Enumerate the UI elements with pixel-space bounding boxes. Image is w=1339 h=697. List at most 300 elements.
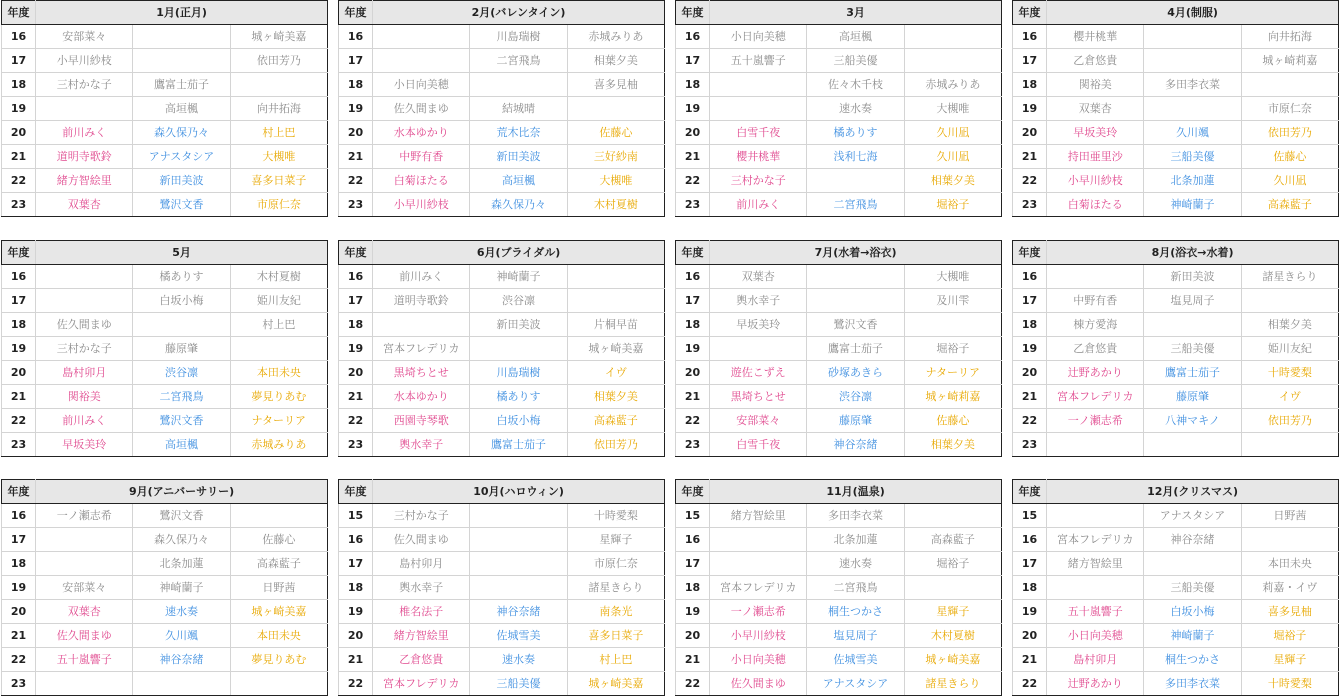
name-cell[interactable]: 堀裕子	[1241, 624, 1338, 648]
name-cell[interactable]: 鷺沢文香	[133, 504, 230, 528]
year-cell[interactable]: 23	[1013, 433, 1047, 457]
name-cell[interactable]: 川島瑞樹	[470, 361, 567, 385]
year-cell[interactable]: 21	[676, 385, 710, 409]
name-cell[interactable]: 乙倉悠貴	[1047, 49, 1144, 73]
month-title[interactable]: 1月(正月)	[36, 1, 328, 25]
year-cell[interactable]: 18	[676, 73, 710, 97]
year-header[interactable]: 年度	[676, 1, 710, 25]
name-cell[interactable]: 向井拓海	[230, 97, 327, 121]
name-cell[interactable]	[904, 504, 1001, 528]
name-cell[interactable]: 喜多日菜子	[567, 624, 664, 648]
year-cell[interactable]: 20	[339, 361, 373, 385]
year-cell[interactable]: 23	[2, 672, 36, 696]
name-cell[interactable]: 輿水幸子	[373, 433, 470, 457]
year-header[interactable]: 年度	[2, 1, 36, 25]
year-cell[interactable]: 19	[339, 600, 373, 624]
name-cell[interactable]: 道明寺歌鈴	[373, 289, 470, 313]
name-cell[interactable]: 木村夏樹	[567, 193, 664, 217]
name-cell[interactable]: 夢見りあむ	[230, 648, 327, 672]
name-cell[interactable]: 久川凪	[1241, 169, 1338, 193]
name-cell[interactable]	[36, 552, 133, 576]
year-cell[interactable]: 22	[339, 672, 373, 696]
year-cell[interactable]: 16	[1013, 25, 1047, 49]
name-cell[interactable]: 白坂小梅	[470, 409, 567, 433]
name-cell[interactable]: 一ノ瀬志希	[36, 504, 133, 528]
year-cell[interactable]: 18	[2, 73, 36, 97]
name-cell[interactable]: 三村かな子	[373, 504, 470, 528]
name-cell[interactable]	[470, 337, 567, 361]
name-cell[interactable]: 諸星きらり	[1241, 265, 1338, 289]
year-cell[interactable]: 18	[2, 552, 36, 576]
year-cell[interactable]: 22	[2, 169, 36, 193]
name-cell[interactable]: 辻野あかり	[1047, 672, 1144, 696]
name-cell[interactable]: 桐生つかさ	[807, 600, 904, 624]
year-cell[interactable]: 16	[339, 265, 373, 289]
name-cell[interactable]	[470, 73, 567, 97]
name-cell[interactable]	[1047, 433, 1144, 457]
name-cell[interactable]: 多田李衣菜	[1144, 672, 1241, 696]
name-cell[interactable]: 小日向美穂	[1047, 624, 1144, 648]
name-cell[interactable]	[36, 528, 133, 552]
year-cell[interactable]: 16	[2, 25, 36, 49]
name-cell[interactable]	[1241, 73, 1338, 97]
year-cell[interactable]: 20	[1013, 361, 1047, 385]
year-cell[interactable]: 17	[676, 552, 710, 576]
name-cell[interactable]	[133, 25, 230, 49]
name-cell[interactable]	[1047, 576, 1144, 600]
year-cell[interactable]: 21	[1013, 385, 1047, 409]
name-cell[interactable]: 大槻唯	[904, 265, 1001, 289]
name-cell[interactable]: 小早川紗枝	[373, 193, 470, 217]
name-cell[interactable]: 輿水幸子	[710, 289, 807, 313]
name-cell[interactable]: 南条光	[567, 600, 664, 624]
name-cell[interactable]: 北条加蓮	[807, 528, 904, 552]
year-cell[interactable]: 22	[676, 409, 710, 433]
month-title[interactable]: 2月(バレンタイン)	[373, 1, 665, 25]
name-cell[interactable]: 鷹富士茄子	[133, 73, 230, 97]
name-cell[interactable]: 市原仁奈	[567, 552, 664, 576]
year-cell[interactable]: 19	[676, 600, 710, 624]
year-cell[interactable]: 21	[1013, 648, 1047, 672]
name-cell[interactable]: 棟方愛海	[1047, 313, 1144, 337]
name-cell[interactable]: 水本ゆかり	[373, 121, 470, 145]
year-cell[interactable]: 20	[339, 624, 373, 648]
name-cell[interactable]: 城ヶ崎美嘉	[904, 648, 1001, 672]
name-cell[interactable]	[1144, 49, 1241, 73]
name-cell[interactable]	[470, 528, 567, 552]
year-cell[interactable]: 17	[676, 289, 710, 313]
name-cell[interactable]	[710, 97, 807, 121]
name-cell[interactable]: 神崎蘭子	[1144, 624, 1241, 648]
name-cell[interactable]: 神崎蘭子	[470, 265, 567, 289]
name-cell[interactable]: 中野有香	[1047, 289, 1144, 313]
name-cell[interactable]: 橘ありす	[470, 385, 567, 409]
name-cell[interactable]: 塩見周子	[1144, 289, 1241, 313]
name-cell[interactable]: 三船美優	[1144, 576, 1241, 600]
year-cell[interactable]: 19	[1013, 337, 1047, 361]
name-cell[interactable]: 星輝子	[1241, 648, 1338, 672]
name-cell[interactable]: 櫻井桃華	[710, 145, 807, 169]
year-cell[interactable]: 17	[676, 49, 710, 73]
year-cell[interactable]: 19	[339, 97, 373, 121]
year-cell[interactable]: 21	[339, 385, 373, 409]
name-cell[interactable]: 佐城雪美	[470, 624, 567, 648]
name-cell[interactable]	[133, 672, 230, 696]
name-cell[interactable]: 向井拓海	[1241, 25, 1338, 49]
name-cell[interactable]: 依田芳乃	[1241, 121, 1338, 145]
name-cell[interactable]: 佐藤心	[1241, 145, 1338, 169]
name-cell[interactable]	[470, 552, 567, 576]
name-cell[interactable]: 依田芳乃	[230, 49, 327, 73]
name-cell[interactable]	[36, 289, 133, 313]
name-cell[interactable]	[470, 504, 567, 528]
year-cell[interactable]: 19	[2, 337, 36, 361]
name-cell[interactable]: 堀裕子	[904, 552, 1001, 576]
name-cell[interactable]	[1144, 433, 1241, 457]
year-cell[interactable]: 22	[1013, 409, 1047, 433]
name-cell[interactable]: 久川凪	[904, 121, 1001, 145]
name-cell[interactable]	[807, 289, 904, 313]
name-cell[interactable]: 西園寺琴歌	[373, 409, 470, 433]
name-cell[interactable]: 村上巴	[567, 648, 664, 672]
name-cell[interactable]: 一ノ瀬志希	[1047, 409, 1144, 433]
year-cell[interactable]: 21	[339, 648, 373, 672]
name-cell[interactable]: 本田未央	[230, 361, 327, 385]
name-cell[interactable]: ナターリア	[230, 409, 327, 433]
name-cell[interactable]: 双葉杏	[36, 193, 133, 217]
year-cell[interactable]: 19	[676, 337, 710, 361]
name-cell[interactable]: 高垣楓	[133, 433, 230, 457]
year-cell[interactable]: 17	[339, 552, 373, 576]
name-cell[interactable]: 小日向美穂	[373, 73, 470, 97]
year-header[interactable]: 年度	[339, 1, 373, 25]
name-cell[interactable]: 依田芳乃	[1241, 409, 1338, 433]
year-cell[interactable]: 20	[1013, 121, 1047, 145]
year-cell[interactable]: 23	[676, 433, 710, 457]
year-cell[interactable]: 21	[2, 385, 36, 409]
name-cell[interactable]: 十時愛梨	[1241, 361, 1338, 385]
name-cell[interactable]: 神崎蘭子	[1144, 193, 1241, 217]
name-cell[interactable]: 日野茜	[230, 576, 327, 600]
name-cell[interactable]: 木村夏樹	[904, 624, 1001, 648]
name-cell[interactable]: 高森藍子	[904, 528, 1001, 552]
name-cell[interactable]: 道明寺歌鈴	[36, 145, 133, 169]
name-cell[interactable]: 三船美優	[1144, 145, 1241, 169]
name-cell[interactable]: 城ヶ崎莉嘉	[1241, 49, 1338, 73]
name-cell[interactable]	[36, 672, 133, 696]
name-cell[interactable]: 城ヶ崎美嘉	[230, 25, 327, 49]
name-cell[interactable]: 早坂美玲	[36, 433, 133, 457]
name-cell[interactable]: 北条加蓮	[1144, 169, 1241, 193]
name-cell[interactable]	[133, 49, 230, 73]
name-cell[interactable]: 佐久間まゆ	[36, 313, 133, 337]
name-cell[interactable]: 北条加蓮	[133, 552, 230, 576]
name-cell[interactable]: 辻野あかり	[1047, 361, 1144, 385]
name-cell[interactable]	[230, 672, 327, 696]
name-cell[interactable]: 市原仁奈	[1241, 97, 1338, 121]
name-cell[interactable]: 相葉夕美	[904, 433, 1001, 457]
name-cell[interactable]: 双葉杏	[1047, 97, 1144, 121]
name-cell[interactable]: 高垣楓	[133, 97, 230, 121]
name-cell[interactable]: 白坂小梅	[133, 289, 230, 313]
name-cell[interactable]: 早坂美玲	[1047, 121, 1144, 145]
name-cell[interactable]: 赤城みりあ	[904, 73, 1001, 97]
name-cell[interactable]: 五十嵐響子	[1047, 600, 1144, 624]
year-cell[interactable]: 20	[676, 121, 710, 145]
name-cell[interactable]: 一ノ瀬志希	[710, 600, 807, 624]
name-cell[interactable]: 新田美波	[133, 169, 230, 193]
name-cell[interactable]: 八神マキノ	[1144, 409, 1241, 433]
name-cell[interactable]: 関裕美	[1047, 73, 1144, 97]
name-cell[interactable]: 白雪千夜	[710, 121, 807, 145]
year-cell[interactable]: 17	[1013, 49, 1047, 73]
year-header[interactable]: 年度	[339, 241, 373, 265]
year-cell[interactable]: 16	[1013, 528, 1047, 552]
year-cell[interactable]: 23	[676, 193, 710, 217]
name-cell[interactable]: 塩見周子	[807, 624, 904, 648]
name-cell[interactable]	[567, 265, 664, 289]
name-cell[interactable]: 関裕美	[36, 385, 133, 409]
name-cell[interactable]	[710, 337, 807, 361]
name-cell[interactable]: 城ヶ崎莉嘉	[904, 385, 1001, 409]
name-cell[interactable]	[133, 313, 230, 337]
name-cell[interactable]: アナスタシア	[133, 145, 230, 169]
name-cell[interactable]: 三好紗南	[567, 145, 664, 169]
year-cell[interactable]: 22	[1013, 169, 1047, 193]
name-cell[interactable]: 二宮飛鳥	[470, 49, 567, 73]
name-cell[interactable]: 大槻唯	[567, 169, 664, 193]
year-cell[interactable]: 17	[1013, 552, 1047, 576]
name-cell[interactable]: 本田未央	[230, 624, 327, 648]
year-cell[interactable]: 15	[339, 504, 373, 528]
name-cell[interactable]: 鷹富士茄子	[1144, 361, 1241, 385]
name-cell[interactable]	[36, 265, 133, 289]
name-cell[interactable]: 渋谷凛	[470, 289, 567, 313]
name-cell[interactable]: 三村かな子	[710, 169, 807, 193]
year-cell[interactable]: 22	[676, 169, 710, 193]
name-cell[interactable]: 高森藍子	[1241, 193, 1338, 217]
name-cell[interactable]: 森久保乃々	[133, 121, 230, 145]
year-cell[interactable]: 22	[339, 169, 373, 193]
year-cell[interactable]: 22	[676, 672, 710, 696]
month-title[interactable]: 11月(温泉)	[710, 480, 1002, 504]
year-cell[interactable]: 16	[676, 528, 710, 552]
year-cell[interactable]: 22	[1013, 672, 1047, 696]
name-cell[interactable]: 佐久間まゆ	[36, 624, 133, 648]
month-title[interactable]: 7月(水着→浴衣)	[710, 241, 1002, 265]
month-title[interactable]: 9月(アニバーサリー)	[36, 480, 328, 504]
year-cell[interactable]: 23	[2, 193, 36, 217]
name-cell[interactable]: 緒方智絵里	[36, 169, 133, 193]
name-cell[interactable]: イヴ	[1241, 385, 1338, 409]
name-cell[interactable]: 多田李衣菜	[807, 504, 904, 528]
year-cell[interactable]: 20	[2, 600, 36, 624]
name-cell[interactable]: 白坂小梅	[1144, 600, 1241, 624]
name-cell[interactable]	[904, 49, 1001, 73]
year-cell[interactable]: 20	[339, 121, 373, 145]
name-cell[interactable]: 宮本フレデリカ	[373, 337, 470, 361]
year-header[interactable]: 年度	[1013, 1, 1047, 25]
name-cell[interactable]: 久川凪	[904, 145, 1001, 169]
name-cell[interactable]	[1144, 552, 1241, 576]
year-cell[interactable]: 21	[1013, 145, 1047, 169]
name-cell[interactable]: 黒埼ちとせ	[710, 385, 807, 409]
name-cell[interactable]: 渋谷凛	[807, 385, 904, 409]
name-cell[interactable]: 城ヶ崎美嘉	[230, 600, 327, 624]
year-cell[interactable]: 18	[1013, 73, 1047, 97]
name-cell[interactable]: 赤城みりあ	[230, 433, 327, 457]
name-cell[interactable]: 喜多見柚	[1241, 600, 1338, 624]
name-cell[interactable]: 神崎蘭子	[133, 576, 230, 600]
name-cell[interactable]: 三船美優	[1144, 337, 1241, 361]
name-cell[interactable]: 星輝子	[904, 600, 1001, 624]
name-cell[interactable]: 鷹富士茄子	[807, 337, 904, 361]
year-header[interactable]: 年度	[1013, 480, 1047, 504]
name-cell[interactable]: 喜多日菜子	[230, 169, 327, 193]
name-cell[interactable]: 緒方智絵里	[373, 624, 470, 648]
name-cell[interactable]: 佐藤心	[230, 528, 327, 552]
name-cell[interactable]	[710, 528, 807, 552]
name-cell[interactable]	[230, 73, 327, 97]
name-cell[interactable]	[1241, 433, 1338, 457]
name-cell[interactable]	[904, 313, 1001, 337]
name-cell[interactable]: 速水奏	[133, 600, 230, 624]
year-cell[interactable]: 16	[676, 265, 710, 289]
year-cell[interactable]: 18	[2, 313, 36, 337]
name-cell[interactable]: 諸星きらり	[904, 672, 1001, 696]
name-cell[interactable]	[904, 576, 1001, 600]
name-cell[interactable]: 宮本フレデリカ	[373, 672, 470, 696]
name-cell[interactable]: 小日向美穂	[710, 648, 807, 672]
name-cell[interactable]: 早坂美玲	[710, 313, 807, 337]
name-cell[interactable]: 二宮飛鳥	[807, 576, 904, 600]
name-cell[interactable]: 十時愛梨	[567, 504, 664, 528]
name-cell[interactable]: 輿水幸子	[373, 576, 470, 600]
year-cell[interactable]: 19	[1013, 600, 1047, 624]
name-cell[interactable]: 乙倉悠貴	[1047, 337, 1144, 361]
name-cell[interactable]: 日野茜	[1241, 504, 1338, 528]
name-cell[interactable]: 小早川紗枝	[1047, 169, 1144, 193]
name-cell[interactable]	[807, 169, 904, 193]
name-cell[interactable]: 喜多見柚	[567, 73, 664, 97]
name-cell[interactable]: 速水奏	[807, 552, 904, 576]
name-cell[interactable]: 新田美波	[470, 145, 567, 169]
year-cell[interactable]: 19	[2, 97, 36, 121]
name-cell[interactable]: 三船美優	[807, 49, 904, 73]
name-cell[interactable]: アナスタシア	[1144, 504, 1241, 528]
name-cell[interactable]: 速水奏	[470, 648, 567, 672]
year-header[interactable]: 年度	[339, 480, 373, 504]
name-cell[interactable]: 前川みく	[710, 193, 807, 217]
year-cell[interactable]: 18	[1013, 576, 1047, 600]
year-cell[interactable]: 19	[339, 337, 373, 361]
year-cell[interactable]: 21	[339, 145, 373, 169]
year-cell[interactable]: 21	[676, 648, 710, 672]
name-cell[interactable]	[567, 97, 664, 121]
name-cell[interactable]: アナスタシア	[807, 672, 904, 696]
name-cell[interactable]: 佐藤心	[567, 121, 664, 145]
name-cell[interactable]: 藤原肇	[133, 337, 230, 361]
name-cell[interactable]: 高垣楓	[807, 25, 904, 49]
year-cell[interactable]: 16	[2, 504, 36, 528]
name-cell[interactable]: 島村卯月	[373, 552, 470, 576]
year-cell[interactable]: 16	[339, 528, 373, 552]
name-cell[interactable]: 高森藍子	[230, 552, 327, 576]
name-cell[interactable]: 神谷奈緒	[133, 648, 230, 672]
name-cell[interactable]: 堀裕子	[904, 193, 1001, 217]
name-cell[interactable]: 神谷奈緒	[1144, 528, 1241, 552]
name-cell[interactable]: 諸星きらり	[567, 576, 664, 600]
year-cell[interactable]: 21	[2, 624, 36, 648]
name-cell[interactable]: イヴ	[567, 361, 664, 385]
name-cell[interactable]: 宮本フレデリカ	[1047, 385, 1144, 409]
name-cell[interactable]: 星輝子	[567, 528, 664, 552]
name-cell[interactable]: 相葉夕美	[904, 169, 1001, 193]
name-cell[interactable]: 高森藍子	[567, 409, 664, 433]
name-cell[interactable]: 緒方智絵里	[1047, 552, 1144, 576]
name-cell[interactable]: 中野有香	[373, 145, 470, 169]
name-cell[interactable]: 前川みく	[36, 121, 133, 145]
name-cell[interactable]	[1241, 289, 1338, 313]
name-cell[interactable]: 鷺沢文香	[807, 313, 904, 337]
name-cell[interactable]: 遊佐こずえ	[710, 361, 807, 385]
name-cell[interactable]: 小早川紗枝	[710, 624, 807, 648]
name-cell[interactable]: 三船美優	[470, 672, 567, 696]
name-cell[interactable]: 本田未央	[1241, 552, 1338, 576]
year-cell[interactable]: 17	[2, 289, 36, 313]
year-header[interactable]: 年度	[2, 480, 36, 504]
year-header[interactable]: 年度	[1013, 241, 1047, 265]
name-cell[interactable]: 橘ありす	[133, 265, 230, 289]
name-cell[interactable]	[373, 25, 470, 49]
name-cell[interactable]: 小日向美穂	[710, 25, 807, 49]
name-cell[interactable]: 安部菜々	[710, 409, 807, 433]
name-cell[interactable]: 島村卯月	[1047, 648, 1144, 672]
name-cell[interactable]: 依田芳乃	[567, 433, 664, 457]
name-cell[interactable]	[904, 25, 1001, 49]
name-cell[interactable]: 三村かな子	[36, 73, 133, 97]
name-cell[interactable]: 鷹富士茄子	[470, 433, 567, 457]
year-header[interactable]: 年度	[676, 241, 710, 265]
year-cell[interactable]: 22	[2, 409, 36, 433]
name-cell[interactable]	[373, 313, 470, 337]
year-cell[interactable]: 19	[2, 576, 36, 600]
year-cell[interactable]: 17	[339, 49, 373, 73]
year-cell[interactable]: 22	[339, 409, 373, 433]
name-cell[interactable]	[1047, 504, 1144, 528]
name-cell[interactable]: 双葉杏	[36, 600, 133, 624]
name-cell[interactable]: 椎名法子	[373, 600, 470, 624]
name-cell[interactable]: 新田美波	[470, 313, 567, 337]
year-cell[interactable]: 17	[1013, 289, 1047, 313]
name-cell[interactable]: 桐生つかさ	[1144, 648, 1241, 672]
name-cell[interactable]	[373, 49, 470, 73]
name-cell[interactable]: 赤城みりあ	[567, 25, 664, 49]
name-cell[interactable]: 姫川友紀	[230, 289, 327, 313]
name-cell[interactable]	[1144, 25, 1241, 49]
name-cell[interactable]: 森久保乃々	[470, 193, 567, 217]
name-cell[interactable]: 緒方智絵里	[710, 504, 807, 528]
year-cell[interactable]: 23	[339, 433, 373, 457]
name-cell[interactable]: 鷺沢文香	[133, 409, 230, 433]
year-cell[interactable]: 20	[2, 361, 36, 385]
year-cell[interactable]: 17	[339, 289, 373, 313]
name-cell[interactable]	[230, 337, 327, 361]
name-cell[interactable]: 乙倉悠貴	[373, 648, 470, 672]
year-cell[interactable]: 16	[676, 25, 710, 49]
name-cell[interactable]: 相葉夕美	[567, 385, 664, 409]
name-cell[interactable]	[1144, 97, 1241, 121]
